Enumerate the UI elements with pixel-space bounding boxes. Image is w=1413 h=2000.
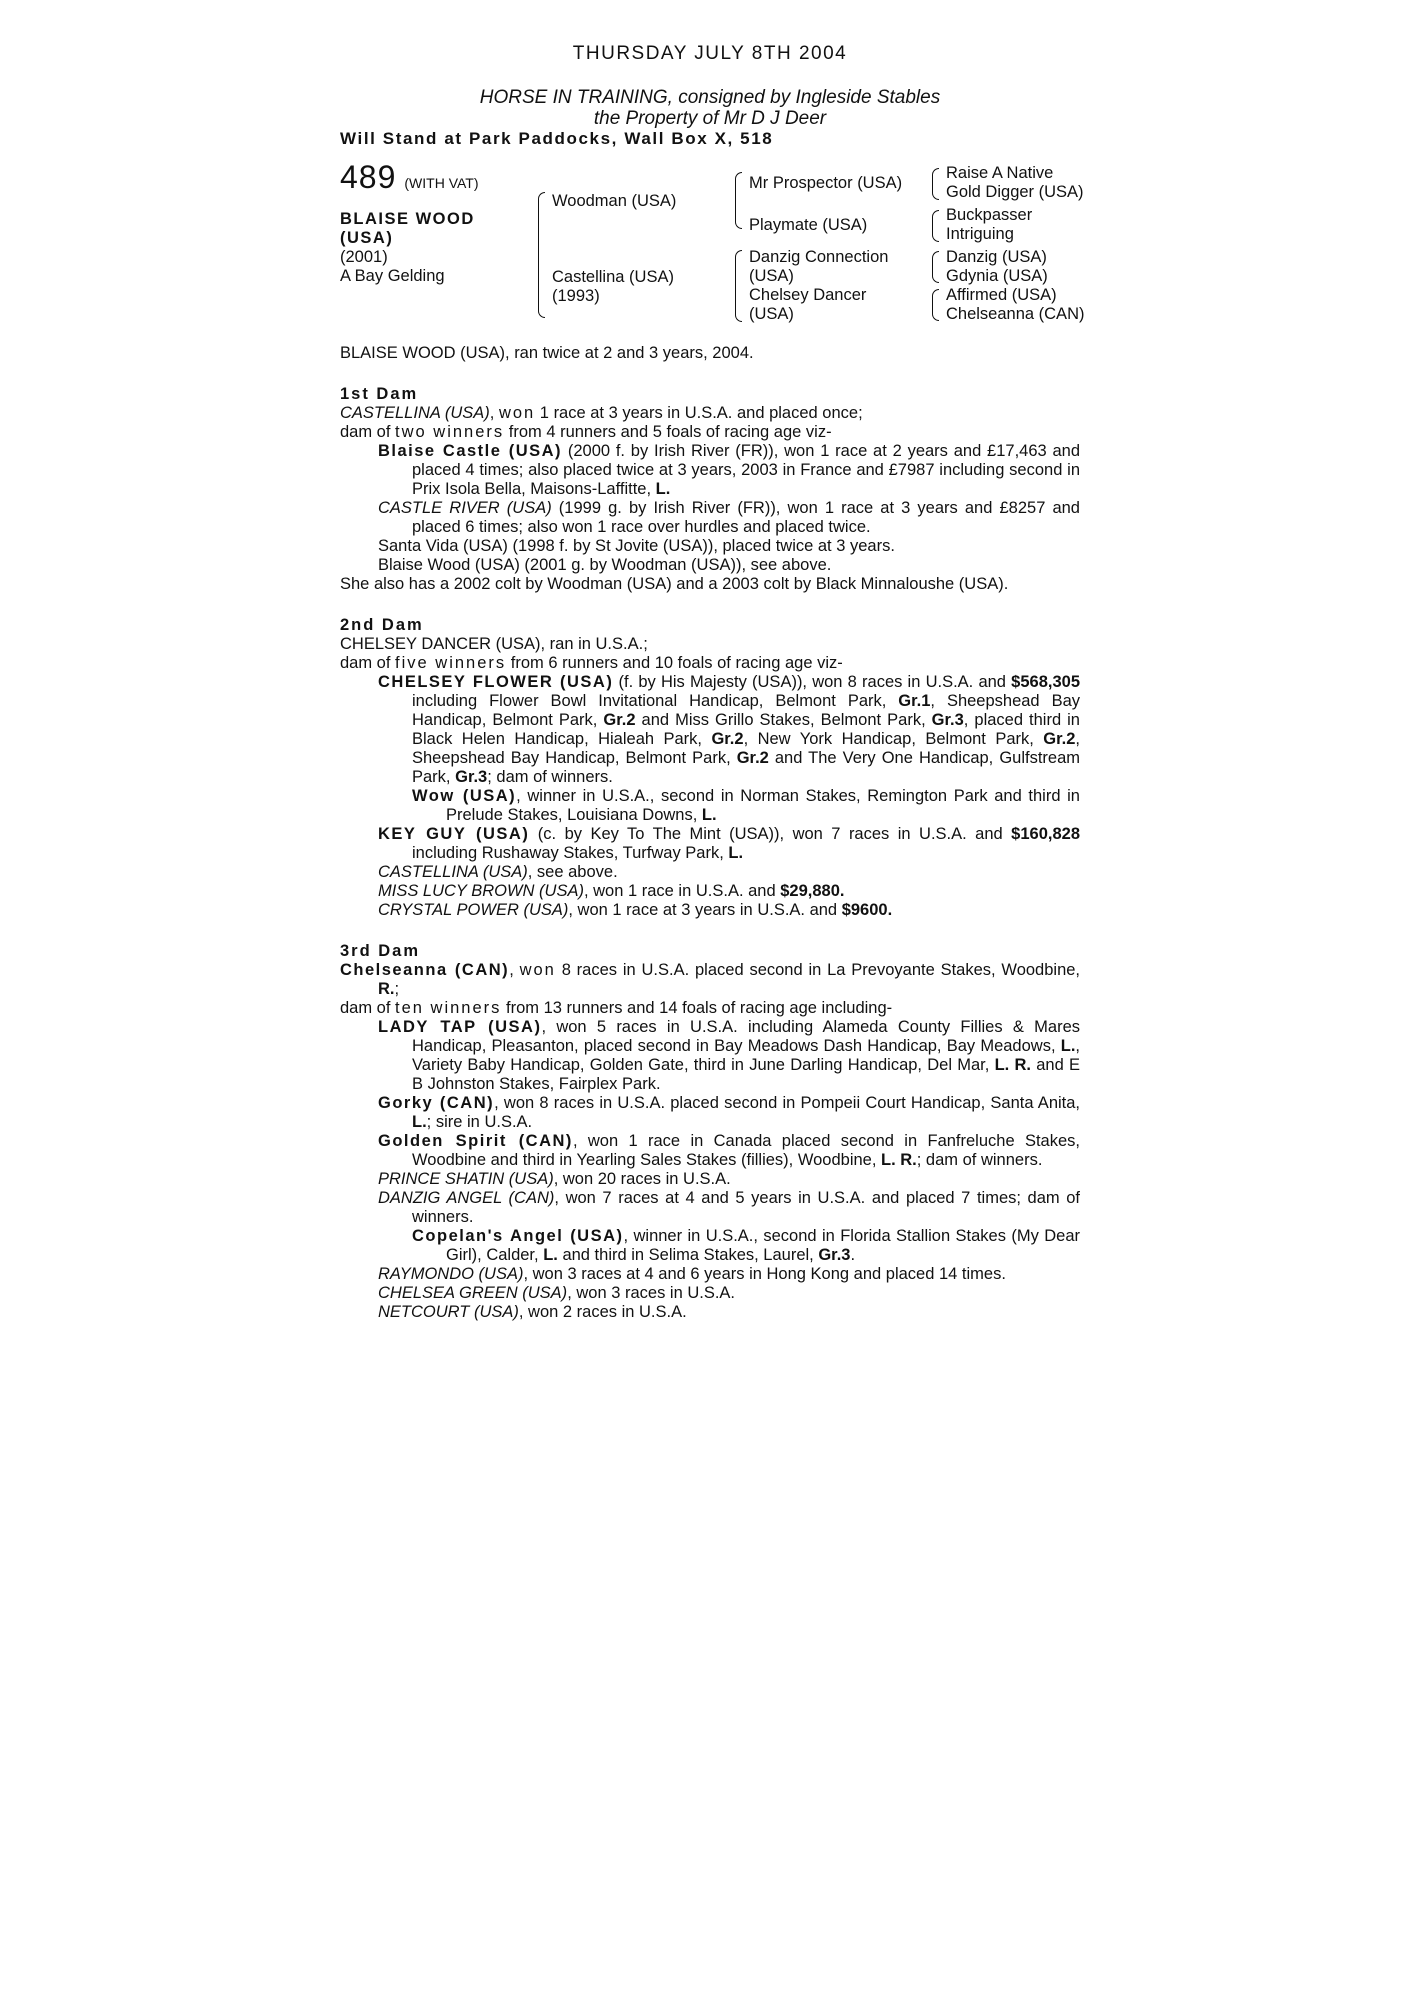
vat-note: (WITH VAT) bbox=[404, 175, 479, 191]
foal-name: MISS LUCY BROWN (USA) bbox=[378, 882, 584, 900]
bracket-dd bbox=[932, 289, 939, 321]
race-record-intro: BLAISE WOOD (USA), ran twice at 2 and 3 years, 2004. bbox=[340, 344, 754, 362]
race-grade: L. R. bbox=[994, 1056, 1031, 1074]
foal-record: , Sheepshead Bay Handicap, Belmont Park, bbox=[412, 692, 1080, 729]
list-item bbox=[340, 673, 1080, 787]
foal-record: including Flower Bowl Invitational Handicap, Belmont Park, bbox=[412, 692, 899, 710]
foal-record: , won 3 races in U.S.A. bbox=[567, 1284, 736, 1302]
foal-name: CASTLE RIVER (USA) bbox=[378, 499, 552, 517]
foal-record: , won 1 race at 3 years in U.S.A. and bbox=[568, 901, 842, 919]
prize-money: $9600. bbox=[841, 901, 893, 919]
foal-record: including Rushaway Stakes, Turfway Park, bbox=[412, 844, 729, 862]
foal-record: , New York Handicap, Belmont Park, bbox=[743, 730, 1044, 748]
race-grade: Gr.2 bbox=[603, 711, 636, 729]
bracket-dam-parents bbox=[735, 250, 742, 322]
sire-dam: Playmate (USA) bbox=[749, 216, 868, 234]
punctuation: ; bbox=[394, 980, 400, 998]
race-grade: R. bbox=[378, 980, 395, 998]
produce-prefix: dam of bbox=[340, 999, 396, 1017]
foal-record: and Miss Grillo Stakes, Belmont Park, bbox=[635, 711, 932, 729]
ds-dam: Gdynia (USA) bbox=[946, 267, 1048, 285]
first-dam-produce bbox=[340, 423, 1080, 442]
list-item: Blaise Wood (USA) (2001 g. by Woodman (USA)), see above. bbox=[378, 556, 832, 574]
foal-name: Blaise Castle (USA) bbox=[378, 442, 563, 460]
horse-name: BLAISE WOOD bbox=[340, 210, 475, 228]
first-dam-won: 1 race at 3 years in U.S.A. and placed once; bbox=[535, 404, 863, 422]
second-dam-section bbox=[340, 616, 1080, 920]
foal-record: , see above. bbox=[527, 863, 618, 881]
dam-year: (1993) bbox=[552, 287, 600, 305]
horse-description: A Bay Gelding bbox=[340, 267, 445, 285]
produce-suffix: from 4 runners and 5 foals of racing age viz- bbox=[504, 423, 832, 441]
prize-money: $29,880. bbox=[780, 882, 845, 900]
list-item bbox=[340, 1018, 1080, 1094]
list-item bbox=[340, 787, 1080, 825]
dam-sire-country: (USA) bbox=[749, 267, 794, 285]
race-grade: L. bbox=[728, 844, 744, 862]
produce-prefix: dam of bbox=[340, 423, 396, 441]
foal-record: , placed third in Black Helen Handicap, Hialeah Park, bbox=[412, 711, 1080, 748]
dam-dam: Chelsey Dancer bbox=[749, 286, 867, 304]
second-dam-heading: 2nd Dam bbox=[340, 616, 424, 634]
list-item bbox=[340, 499, 1080, 537]
list-item: Santa Vida (USA) (1998 f. by St Jovite (USA)), placed twice at 3 years. bbox=[378, 537, 895, 555]
winners-count: two winners bbox=[395, 423, 505, 441]
list-item bbox=[340, 1284, 1080, 1303]
foal-name: KEY GUY (USA) bbox=[378, 825, 530, 843]
race-grade: Gr.3 bbox=[931, 711, 964, 729]
lot-number-line bbox=[340, 159, 479, 195]
list-item bbox=[340, 863, 1080, 882]
race-grade: Gr.3 bbox=[818, 1246, 851, 1264]
dam-sire: Danzig Connection bbox=[749, 248, 889, 266]
foal-name: CHELSEA GREEN (USA) bbox=[378, 1284, 568, 1302]
foal-name: DANZIG ANGEL (CAN) bbox=[378, 1189, 555, 1207]
dd-dam: Chelseanna (CAN) bbox=[946, 305, 1085, 323]
foal-record: , won 8 races in U.S.A. placed second in Pompeii Court Handicap, Santa Anita, bbox=[494, 1094, 1081, 1112]
sale-date: THURSDAY JULY 8TH 2004 bbox=[572, 43, 848, 64]
foal-record: , winner in U.S.A., second in Norman Stakes, Remington Park and third in Prelude Stakes, Louisiana Downs, bbox=[446, 787, 1080, 824]
dd-sire: Affirmed (USA) bbox=[946, 286, 1057, 304]
foal-record: and third in Selima Stakes, Laurel, bbox=[557, 1246, 819, 1264]
foal-record: , won 20 races in U.S.A. bbox=[553, 1170, 731, 1188]
grandfoal-name: Wow (USA) bbox=[412, 787, 517, 805]
list-item bbox=[340, 901, 1080, 920]
foal-record: and E B Johnston Stakes, Fairplex Park. bbox=[412, 1056, 1080, 1093]
list-item bbox=[340, 1170, 1080, 1189]
foal-record: and The Very One Handicap, Gulfstream Park, bbox=[412, 749, 1081, 786]
produce-suffix: from 6 runners and 10 foals of racing age viz- bbox=[506, 654, 843, 672]
race-grade: L. bbox=[655, 480, 671, 498]
foal-name: CRYSTAL POWER (USA) bbox=[378, 901, 569, 919]
list-item bbox=[340, 1094, 1080, 1132]
bracket-sire-dam bbox=[538, 192, 545, 318]
foal-record: , won 5 races in U.S.A. including Alameda County Fillies & Mares Handicap, Pleasanton, placed second in Bay Meadows Dash Handicap, Bay Meadows, bbox=[412, 1018, 1080, 1055]
consignment-line-1: HORSE IN TRAINING, consigned by Ingleside Stables bbox=[479, 87, 941, 108]
third-dam-heading: 3rd Dam bbox=[340, 942, 421, 960]
foal-record: (2000 f. by Irish River (FR)), won 1 race at 2 years and £17,463 and placed 4 times; also placed twice at 3 years, 2003 in France and £7987 including second in Prix Isola Bella, Maisons-Laffitte, bbox=[412, 442, 1081, 498]
list-item bbox=[340, 1303, 1080, 1322]
race-grade: Gr.2 bbox=[711, 730, 744, 748]
foal-name: Gorky (CAN) bbox=[378, 1094, 495, 1112]
bracket-sire-parents bbox=[735, 172, 742, 229]
first-dam-name: CASTELLINA (USA) bbox=[340, 404, 490, 422]
sire-sire: Mr Prospector (USA) bbox=[749, 174, 903, 192]
foal-name: CHELSEY FLOWER (USA) bbox=[378, 673, 614, 691]
grandfoal-name: Copelan's Angel (USA) bbox=[412, 1227, 624, 1245]
list-item bbox=[340, 1265, 1080, 1284]
race-grade: L. bbox=[1060, 1037, 1076, 1055]
third-dam-produce bbox=[340, 999, 1080, 1018]
bracket-ss bbox=[932, 168, 939, 200]
list-item bbox=[340, 1227, 1080, 1265]
foal-record: , won 1 race in Canada placed second in Fanfreluche Stakes, Woodbine and third in Yearling Sales Stakes (fillies), Woodbine, bbox=[412, 1132, 1080, 1169]
ds-sire: Danzig (USA) bbox=[946, 248, 1047, 266]
list-item bbox=[340, 442, 1080, 499]
catalogue-page bbox=[340, 0, 1085, 1322]
foal-record: ; dam of winners. bbox=[487, 768, 613, 786]
bracket-sd bbox=[932, 210, 939, 242]
dam-dam-country: (USA) bbox=[749, 305, 794, 323]
foal-name: NETCOURT (USA) bbox=[378, 1303, 519, 1321]
bracket-ds bbox=[932, 251, 939, 283]
race-grade: L. R. bbox=[881, 1151, 917, 1169]
foal-name: RAYMONDO (USA) bbox=[378, 1265, 524, 1283]
list-item bbox=[340, 1189, 1080, 1227]
first-dam-section bbox=[340, 385, 1080, 594]
list-item bbox=[340, 1132, 1080, 1170]
foal-name: Golden Spirit (CAN) bbox=[378, 1132, 573, 1150]
foal-record: (c. by Key To The Mint (USA)), won 7 races in U.S.A. and bbox=[529, 825, 1012, 843]
race-grade: L. bbox=[701, 806, 717, 824]
foal-record: , won 2 races in U.S.A. bbox=[518, 1303, 687, 1321]
prize-money: $160,828 bbox=[1011, 825, 1080, 843]
foal-record: , Variety Baby Handicap, Golden Gate, third in June Darling Handicap, Del Mar, bbox=[412, 1037, 1080, 1074]
foal-record: , Sheepshead Bay Handicap, Belmont Park, bbox=[412, 730, 1080, 767]
first-dam-record: CASTELLINA (USA), won 1 race at 3 years in U.S.A. and placed once; bbox=[340, 404, 863, 422]
dam: Castellina (USA) bbox=[552, 268, 674, 286]
punctuation: . bbox=[850, 1246, 856, 1264]
pedigree-table bbox=[340, 159, 1085, 326]
horse-name-country: (USA) bbox=[340, 229, 394, 247]
sire: Woodman (USA) bbox=[552, 192, 677, 210]
won-word: won bbox=[498, 404, 536, 422]
third-dam-won: 8 races in U.S.A. placed second in La Prevoyante Stakes, Woodbine, bbox=[555, 961, 1081, 979]
third-dam-record: Chelseanna (CAN), won 8 races in U.S.A. placed second in La Prevoyante Stakes, Woodbine, R.; bbox=[340, 961, 1081, 998]
race-grade: Gr.1 bbox=[898, 692, 931, 710]
lot-number: 489 bbox=[340, 159, 397, 195]
race-grade: Gr.2 bbox=[1043, 730, 1076, 748]
consignment-line-2: the Property of Mr D J Deer bbox=[593, 108, 827, 129]
race-grade: L. bbox=[412, 1113, 427, 1131]
winners-count: five winners bbox=[395, 654, 507, 672]
foal-name: CASTELLINA (USA) bbox=[378, 863, 528, 881]
list-item bbox=[340, 882, 1080, 901]
produce-prefix: dam of bbox=[340, 654, 396, 672]
second-dam-produce bbox=[340, 654, 1080, 673]
third-dam-section bbox=[340, 942, 1080, 1322]
foal-record: (1999 g. by Irish River (FR)), won 1 race at 3 years and £8257 and placed 6 times; also won 1 race over hurdles and placed twice. bbox=[412, 499, 1080, 536]
ss-dam: Gold Digger (USA) bbox=[946, 183, 1084, 201]
third-dam-name: Chelseanna (CAN) bbox=[340, 961, 510, 979]
winners-count: ten winners bbox=[395, 999, 502, 1017]
race-grade: Gr.3 bbox=[455, 768, 488, 786]
list-item bbox=[340, 825, 1080, 863]
foal-record: , won 7 races at 4 and 5 years in U.S.A. and placed 7 times; dam of winners. bbox=[412, 1189, 1081, 1226]
foal-record: , won 3 races at 4 and 6 years in Hong Kong and placed 14 times. bbox=[523, 1265, 1006, 1283]
foal-name: PRINCE SHATIN (USA) bbox=[378, 1170, 554, 1188]
prize-money: $568,305 bbox=[1011, 673, 1080, 691]
foal-record: ; dam of winners. bbox=[916, 1151, 1043, 1169]
produce-suffix: from 13 runners and 14 foals of racing age including- bbox=[501, 999, 893, 1017]
foal-record: , won 1 race in U.S.A. and bbox=[583, 882, 781, 900]
first-dam-heading: 1st Dam bbox=[340, 385, 419, 403]
foal-record: , winner in U.S.A., second in Florida Stallion Stakes (My Dear Girl), Calder, bbox=[446, 1227, 1080, 1264]
foal-name: LADY TAP (USA) bbox=[378, 1018, 542, 1036]
ss-sire: Raise A Native bbox=[946, 164, 1054, 182]
second-dam-record: CHELSEY DANCER (USA), ran in U.S.A.; bbox=[340, 635, 648, 653]
race-grade: L. bbox=[543, 1246, 558, 1264]
stand-location: Will Stand at Park Paddocks, Wall Box X, 518 bbox=[340, 129, 774, 148]
sd-sire: Buckpasser bbox=[946, 206, 1033, 224]
race-grade: Gr.2 bbox=[736, 749, 769, 767]
foal-record: ; sire in U.S.A. bbox=[426, 1113, 533, 1131]
also-note: She also has a 2002 colt by Woodman (USA) and a 2003 colt by Black Minnaloushe (USA). bbox=[340, 575, 1009, 593]
horse-year: (2001) bbox=[340, 248, 388, 266]
foal-record: (f. by His Majesty (USA)), won 8 races in U.S.A. and bbox=[613, 673, 1012, 691]
sd-dam: Intriguing bbox=[946, 225, 1014, 243]
won-word: won bbox=[519, 961, 556, 979]
